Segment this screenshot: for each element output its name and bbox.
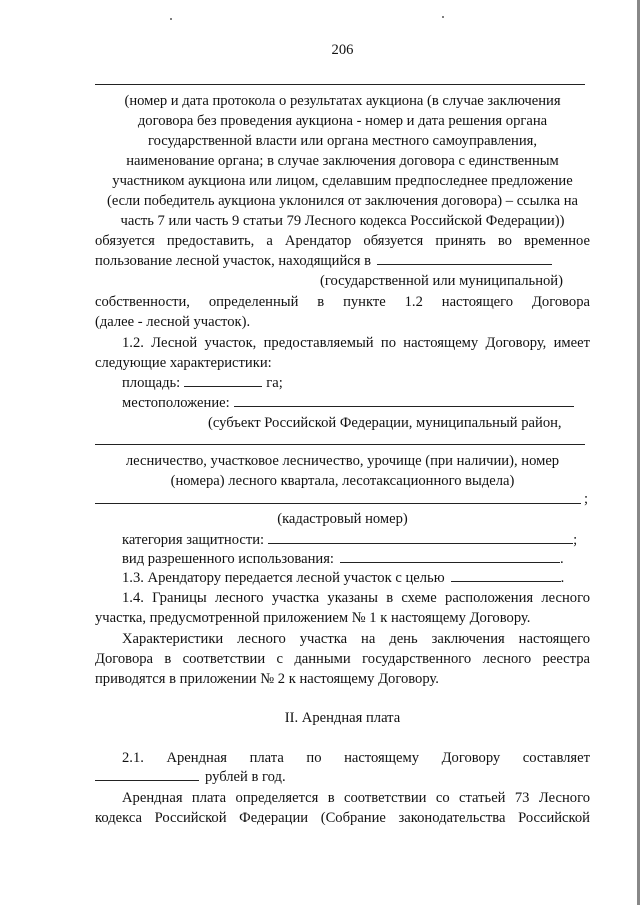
text-line: собственности, определенный в пункте 1.2 настоящего Договора: [95, 294, 590, 310]
note-line-6: (если победитель аукциона уклонился от заключения договора) – ссылка на: [106, 193, 579, 209]
blank-field: [377, 251, 552, 265]
text-line: Договора в соответствии с данными государственного лесного реестра: [95, 651, 590, 667]
note-line-5: участником аукциона или лицом, сделавшим предпоследнее предложение: [112, 173, 573, 189]
note-line-7: часть 7 или часть 9 статьи 79 Лесного кодекса Российской Федерации)): [120, 213, 565, 229]
scan-speck: [170, 18, 172, 20]
area-line: площадь: га;: [122, 375, 283, 391]
section-title: II. Арендная плата: [284, 710, 401, 726]
paragraph-1-2: 1.2. Лесной участок, предоставляемый по настоящему Договору, имеет: [122, 335, 590, 351]
protection-category-line: категория защитности: ;: [122, 532, 578, 548]
page-number: 206: [331, 42, 354, 58]
text-line: пользование лесной участок, находящийся в: [95, 251, 552, 271]
field-hint: (кадастровый номер): [277, 511, 408, 527]
field-hint: лесничество, участковое лесничество, урочище (при наличии), номер: [125, 453, 560, 469]
text-line: кодекса Российской Федерации (Собрание законодательства Российской: [95, 810, 590, 826]
text-line: участка, предусмотренной приложением № 1 к настоящему Договору.: [95, 610, 531, 626]
paragraph-2-1: 2.1. Арендная плата по настоящему Договору составляет: [122, 750, 590, 766]
blank-field: [234, 393, 574, 407]
permitted-use-line: вид разрешенного использования: .: [122, 551, 564, 567]
field-hint: (субъект Российской Федерации, муниципальный район,: [208, 415, 562, 431]
text-line: приводятся в приложении № 2 к настоящему Договору.: [95, 671, 439, 687]
rent-line: рублей в год.: [95, 767, 286, 787]
text-line: обязуется предоставить, а Арендатор обязуется принять во временное: [95, 233, 590, 249]
note-line-3: государственной власти или органа местного самоуправления,: [147, 133, 537, 149]
fill-line: [95, 84, 585, 85]
note-line-2: договора без проведения аукциона - номер и дата решения органа: [137, 113, 548, 129]
field-hint: (государственной или муниципальной): [320, 273, 563, 289]
field-hint: (номера) лесного квартала, лесотаксационного выдела): [170, 473, 515, 489]
blank-field: [184, 373, 262, 387]
punct: ;: [584, 491, 589, 507]
blank-field: [268, 530, 573, 544]
location-line: местоположение:: [122, 393, 574, 413]
fill-line: [95, 444, 585, 445]
note-line-4: наименование органа; в случае заключения договора с единственным: [126, 153, 559, 169]
text-line: (далее - лесной участок).: [95, 314, 251, 330]
paragraph-1-3: 1.3. Арендатору передается лесной участок с целью .: [122, 570, 565, 586]
text-line: следующие характеристики:: [95, 355, 272, 371]
blank-field: [451, 568, 561, 582]
scan-speck: [442, 16, 444, 18]
blank-field: [95, 767, 199, 781]
fill-line: [95, 503, 581, 504]
note-line-1: (номер и дата протокола о результатах аукциона (в случае заключения: [124, 93, 561, 109]
paragraph: Арендная плата определяется в соответствии со статьей 73 Лесного: [122, 790, 590, 806]
paragraph: Характеристики лесного участка на день заключения настоящего: [122, 631, 590, 647]
paragraph-1-4: 1.4. Границы лесного участка указаны в схеме расположения лесного: [122, 590, 590, 606]
blank-field: [340, 549, 560, 563]
